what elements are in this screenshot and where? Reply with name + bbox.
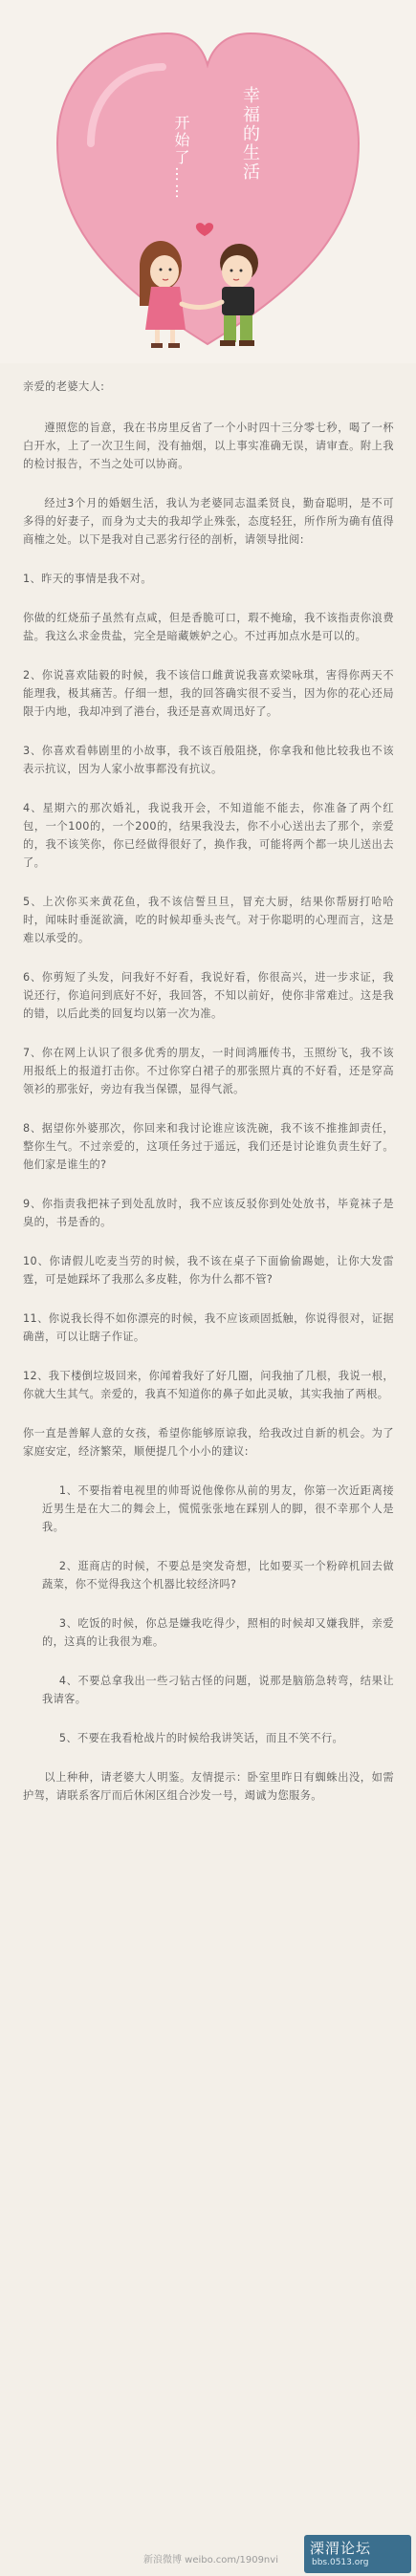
- letter-greeting: 亲爱的老婆大人:: [23, 380, 105, 393]
- letter-item: 3、你喜欢看韩剧里的小故事，我不该百般阻挠，你拿我和他比较我也不该表示抗议，因为人家小故事都没有抗议。: [23, 745, 394, 775]
- letter-item: 11、你说我长得不如你漂亮的时候，我不应该顽固抵触，你说得很对，证据确凿，可以让瞎子作证。: [23, 1312, 394, 1343]
- letter-body: [23, 378, 394, 1826]
- header-illustration: [0, 0, 416, 363]
- hero-subtitle: 开始了……: [172, 115, 190, 201]
- heart-couple-illustration: [0, 0, 416, 363]
- letter-item: 5、上次你买来黄花鱼，我不该信誓旦旦，冒充大厨，结果你帮厨打哈哈时，闻味时垂涎欲滴，吃的时候却垂头丧气。对于你聪明的心理而言，这是难以承受的。: [23, 896, 394, 944]
- letter-item: 4、星期六的那次婚礼，我说我开会，不知道能不能去，你准备了两个红包，一个100的，一个200的，结果我没去，你不小心送出去了那个，亲爱的，我不该笑你，你已经做得很好了，换作我，可能将两个都一块儿送出去了。: [23, 802, 394, 869]
- letter-item: 2、你说喜欢陆毅的时候，我不该信口雌黄说我喜欢梁咏琪，害得你两天不能理我，极其痛苦。仔细一想，我的回答确实很不妥当，因为你的花心还局限于内地，我却冲到了港台，我还是喜欢周迅好了。: [23, 669, 394, 718]
- letter-item: 1、昨天的事情是我不对。: [23, 573, 152, 585]
- suggestion-item: 2、逛商店的时候，不要总是突发奇想，比如要买一个粉碎机回去做蔬菜，你不觉得我这个机器比较经济吗?: [42, 1560, 394, 1591]
- letter-paragraph: 你做的红烧茄子虽然有点咸，但是香脆可口，瑕不掩瑜，我不该指责你浪费盐。我这么求金贵盐，完全是暗藏嫉妒之心。不过再加点水是可以的。: [23, 612, 394, 642]
- boy-figure: [220, 244, 258, 346]
- letter-closing: 以上种种，请老婆大人明鉴。友情提示：卧室里昨日有蜘蛛出没，如需护驾，请联系客厅而后休闲区组合沙发一号，竭诚为您服务。: [23, 1771, 394, 1802]
- girl-figure: [140, 241, 186, 348]
- letter-item: 12、我下楼倒垃圾回来，你闻着我好了好几圈，问我抽了几根，我说一根，你就大生其气。亲爱的，我真不知道你的鼻子如此灵敏，其实我抽了两根。: [23, 1370, 394, 1400]
- letter-item: 9、你指责我把袜子到处乱放时，我不应该反驳你到处处放书，毕竟袜子是臭的，书是香的。: [23, 1198, 394, 1228]
- suggestion-item: 4、不要总拿我出一些刁钻古怪的问题，说那是脑筋急转弯，结果让我请客。: [42, 1675, 394, 1705]
- suggestion-item: 3、吃饭的时候，你总是嫌我吃得少，照相的时候却又嫌我胖，亲爱的，这真的让我很为难。: [42, 1617, 394, 1648]
- suggestion-item: 5、不要在我看枪战片的时候给我讲笑话，而且不笑不行。: [58, 1732, 344, 1744]
- letter-item: 7、你在网上认识了很多优秀的朋友，一时间鸿雁传书，玉照纷飞，我不该用报纸上的报道打击你。不过你穿白裙子的那张照片真的不好看，还是穿高领衫的那张好，旁边有我当保镖，显得气派。: [23, 1047, 394, 1095]
- letter-paragraph: 经过3个月的婚姻生活，我认为老婆同志温柔贤良，勤奋聪明，是不可多得的好妻子，而身为丈夫的我却学止殊张，态度轻狂，所作所为确有值得商榷之处。以下是我对自己恶劣行径的剖析，请领导批阅:: [23, 497, 394, 546]
- letter-item: 10、你请假儿吃麦当劳的时候，我不该在桌子下面偷偷踢她，让你大发雷霆，可是她踩坏了我那么多皮鞋，你为什么都不管?: [23, 1255, 394, 1286]
- letter-item: 6、你剪短了头发，问我好不好看，我说好看，你很高兴，进一步求证，我说还行，你追问到底好不好，我回答，不知以前好，使你非常难过。这是我的错，以后此类的回复均以第一次为准。: [23, 971, 394, 1020]
- letter-item: 8、据望你外婆那次，你回来和我讨论谁应该洗碗，我不该不推推卸责任，整你生气。不过亲爱的，这项任务过于遥远，我们还是讨论谁负责生好了。他们家是谁生的?: [23, 1122, 394, 1171]
- weibo-watermark: 新浪微博 weibo.com/1909nvi: [143, 2555, 278, 2565]
- forum-logo-url: bbs.0513.org: [312, 2558, 369, 2567]
- letter-paragraph: 你一直是善解人意的女孩，希望你能够原谅我，给我改过自新的机会。为了家庭安定，经济繁荣，顺便提几个小小的建议:: [23, 1427, 394, 1458]
- hero-title: 幸福的生活: [240, 86, 260, 182]
- suggestion-item: 1、不要指着电视里的帅哥说他像你从前的男友，你第一次近距离接近男生是在大二的舞会上，慌慌张张地在踩别人的脚，很不幸那个人是我。: [42, 1484, 394, 1533]
- letter-paragraph: 遵照您的旨意，我在书房里反省了一个小时四十三分零七秒，喝了一杯白开水，上了一次卫生间，没有抽烟，以上事实准确无误，请审查。附上我的检讨报告，不当之处可以协商。: [23, 422, 394, 470]
- forum-logo: [304, 2535, 411, 2573]
- forum-logo-title: 溧渭论坛: [310, 2540, 372, 2557]
